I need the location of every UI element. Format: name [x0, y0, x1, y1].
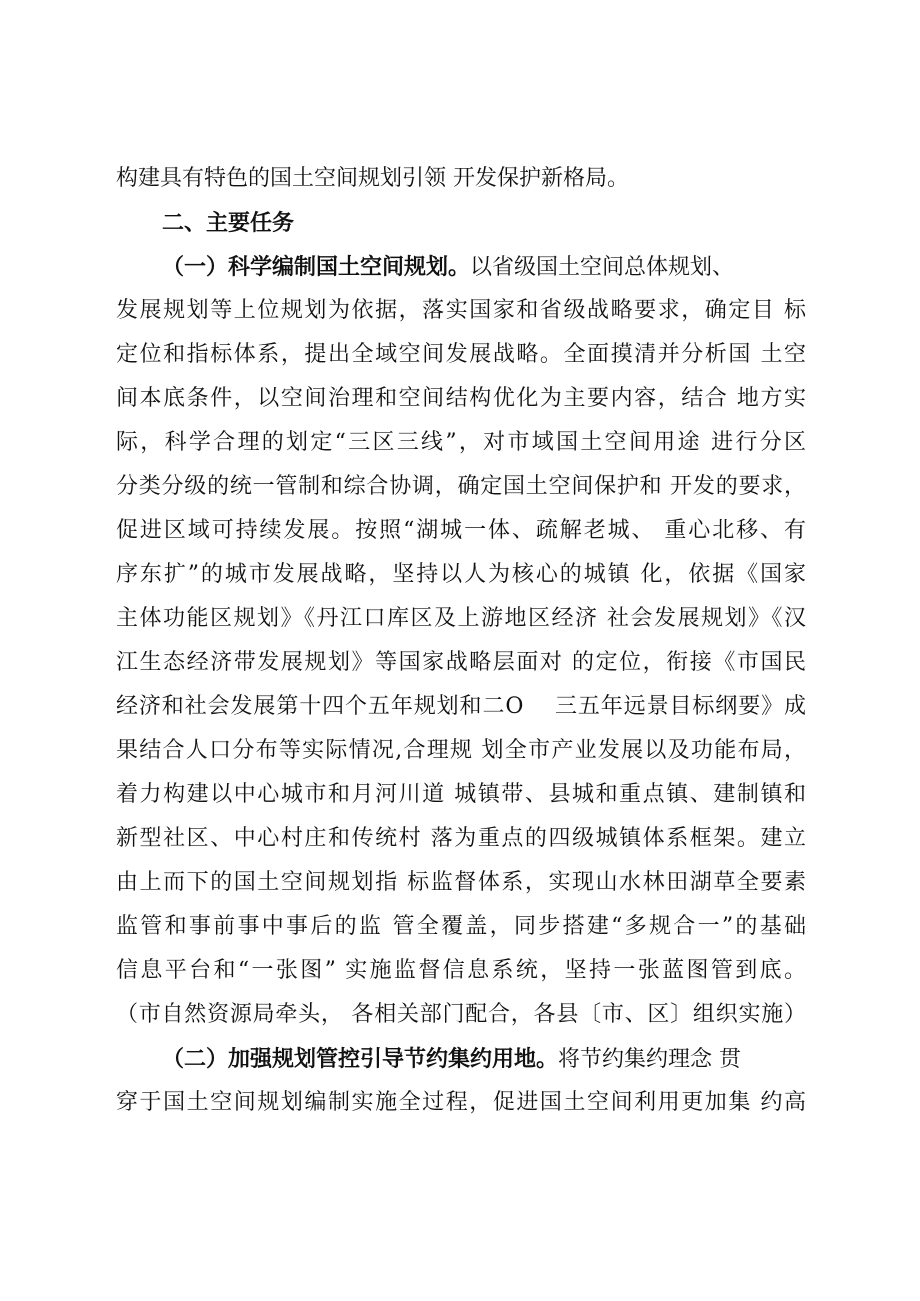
body-line-19: （市自然资源局牵头， 各相关部门配合，各县〔市、区〕组织实施）	[116, 1002, 806, 1027]
body-line-9: 序东扩”的城市发展战略，坚持以人为核心的城镇 化，依据《国家	[116, 562, 806, 587]
body-line-17: 监管和事前事中事后的监 管全覆盖，同步搭建“多规合一”的基础	[116, 914, 806, 939]
body-line-18: 信息平台和“一张图” 实施监督信息系统，坚持一张蓝图管到底。	[116, 958, 806, 983]
body-line-16: 由上而下的国土空间规划指 标监督体系，实现山水林田湖草全要素	[116, 870, 806, 895]
body-line-6: 际，科学合理的划定“三区三线”，对市域国土空间用途 进行分区	[116, 430, 806, 455]
body-line-14: 着力构建以中心城市和月河川道 城镇带、县城和重点镇、建制镇和	[116, 782, 806, 807]
body-line-3: 发展规划等上位规划为依据，落实国家和省级战略要求，确定目 标	[116, 298, 806, 323]
paragraph-1-lead-text: 以省级国土空间总体规划、	[470, 255, 735, 280]
section-heading: 二、主要任务	[162, 210, 295, 236]
paragraph-2-heading: （二）加强规划管控引导节约集约用地。	[162, 1046, 559, 1072]
paragraph-2-first-line	[162, 1044, 806, 1074]
paragraph-1-first-line	[162, 252, 806, 282]
paragraph-2-lead-text: 将节约集约理念 贯	[558, 1047, 742, 1072]
body-line-10: 主体功能区规划》《丹江口库区及上游地区经济 社会发展规划》《汉	[116, 606, 806, 631]
body-line-1: 构建具有特色的国土空间规划引领 开发保护新格局。	[116, 166, 629, 191]
body-line-12: 经济和社会发展第十四个五年规划和二O 三五年远景目标纲要》成	[116, 694, 806, 719]
body-line-21: 穿于国土空间规划编制实施全过程，促进国土空间利用更加集 约高	[116, 1090, 806, 1115]
body-line-15: 新型社区、中心村庄和传统村 落为重点的四级城镇体系框架。建立	[116, 826, 806, 851]
body-line-11: 江生态经济带发展规划》等国家战略层面对 的定位，衔接《市国民	[116, 650, 806, 675]
body-line-7: 分类分级的统一管制和综合协调，确定国土空间保护和 开发的要求，	[116, 474, 806, 499]
body-line-4: 定位和指标体系，提出全域空间发展战略。全面摸清并分析国 土空	[116, 342, 806, 367]
body-line-8: 促进区域可持续发展。按照“湖城一体、疏解老城、 重心北移、有	[116, 518, 806, 543]
body-line-5: 间本底条件，以空间治理和空间结构优化为主要内容，结合 地方实	[116, 386, 806, 411]
paragraph-1-heading: （一）科学编制国土空间规划。	[162, 254, 471, 280]
body-line-13: 果结合人口分布等实际情况,合理规 划全市产业发展以及功能布局，	[116, 738, 806, 763]
